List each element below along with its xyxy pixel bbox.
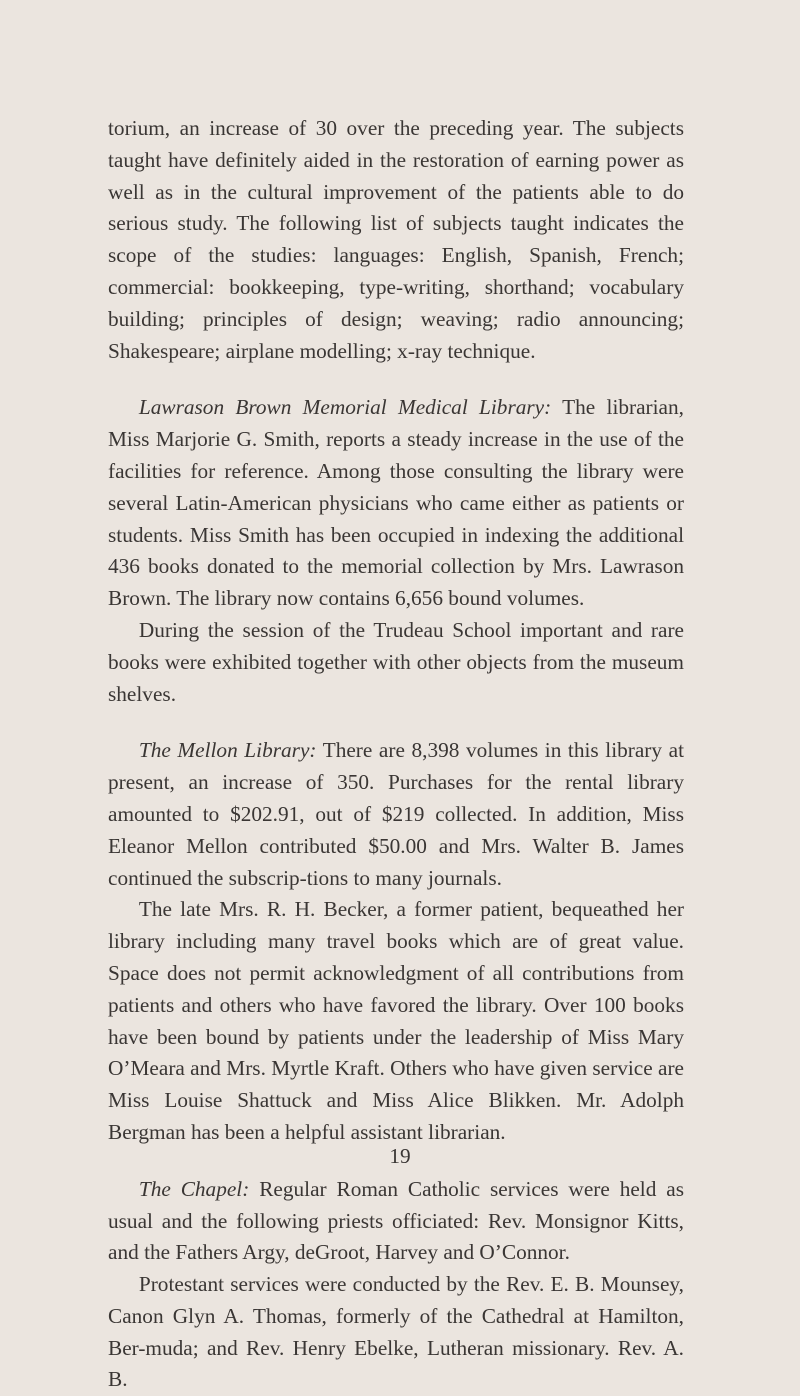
paragraph-trudeau-school: During the session of the Trudeau School important and rare books were exhibited together with other objects from the museum shelves. <box>108 617 684 706</box>
page-body <box>108 113 684 1396</box>
section-heading-lawrason: Lawrason Brown Memorial Medical Library: <box>138 395 552 420</box>
paragraph-becker-bequest: The late Mrs. R. H. Becker, a former patient, bequeathed her library including many travel books which are of great value. Space does not permit acknowledgment of all contributions from patients and others who have favored the library. Over 100 books have been bound by patients under the leadership of Miss Mary O’Meara and Mrs. Myrtle Kraft. Others who have given service are Miss Louise Shattuck and Miss Alice Blikken. Mr. Adolph Bergman has been a helpful assistant librarian. <box>108 897 684 1144</box>
paragraph-chapel <box>108 1174 684 1269</box>
paragraph-lawrason-text: The librarian, Miss Marjorie G. Smith, reports a steady increase in the use of the facilities for reference. Among those consulting the library were several Latin-American physicians who came either as patients or students. Miss Smith has been occupied in indexing the additional 436 books donated to the memorial collection by Mrs. Lawrason Brown. The library now contains 6,656 bound volumes. <box>108 395 684 611</box>
section-gap <box>108 367 684 392</box>
paragraph-lawrason-library <box>108 392 684 615</box>
paragraph-mellon-library <box>108 735 684 894</box>
paragraph-chapel-text: Regular Roman Catholic services were held as usual and the following priests officiated: Rev. Monsignor Kitts, and the Fathers Argy, deGroot, Harvey and O’Connor. <box>108 1176 684 1265</box>
paragraph-protestant-services: Protestant services were conducted by the Rev. E. B. Mounsey, Canon Glyn A. Thomas, formerly of the Cathedral at Hamilton, Ber-muda; and Rev. Henry Ebelke, Lutheran missionary. Rev. A. B. <box>108 1272 684 1392</box>
section-gap <box>108 710 684 735</box>
paragraph-mellon-text: There are 8,398 volumes in this library at present, an increase of 350. Purchases for the rental library amounted to $202.91, out of $219 collected. In addition, Miss Eleanor Mellon contributed $50.00 and Mrs. Walter B. James continued the subscrip-tions to many journals. <box>108 738 684 890</box>
paragraph-subjects: torium, an increase of 30 over the preceding year. The subjects taught have definitely aided in the restoration of earning power as well as in the cultural improvement of the patients able to do serious study. The following list of subjects taught indicates the scope of the studies: languages: English, Spanish, French; commercial: bookkeeping, type-writing, shorthand; vocabulary building; principles of design; weaving; radio announcing; Shakespeare; airplane modelling; x-ray technique. <box>108 116 684 363</box>
page-number: 19 <box>389 1144 411 1168</box>
section-heading-chapel: The Chapel: <box>138 1176 250 1201</box>
section-heading-mellon: The Mellon Library: <box>138 738 317 763</box>
